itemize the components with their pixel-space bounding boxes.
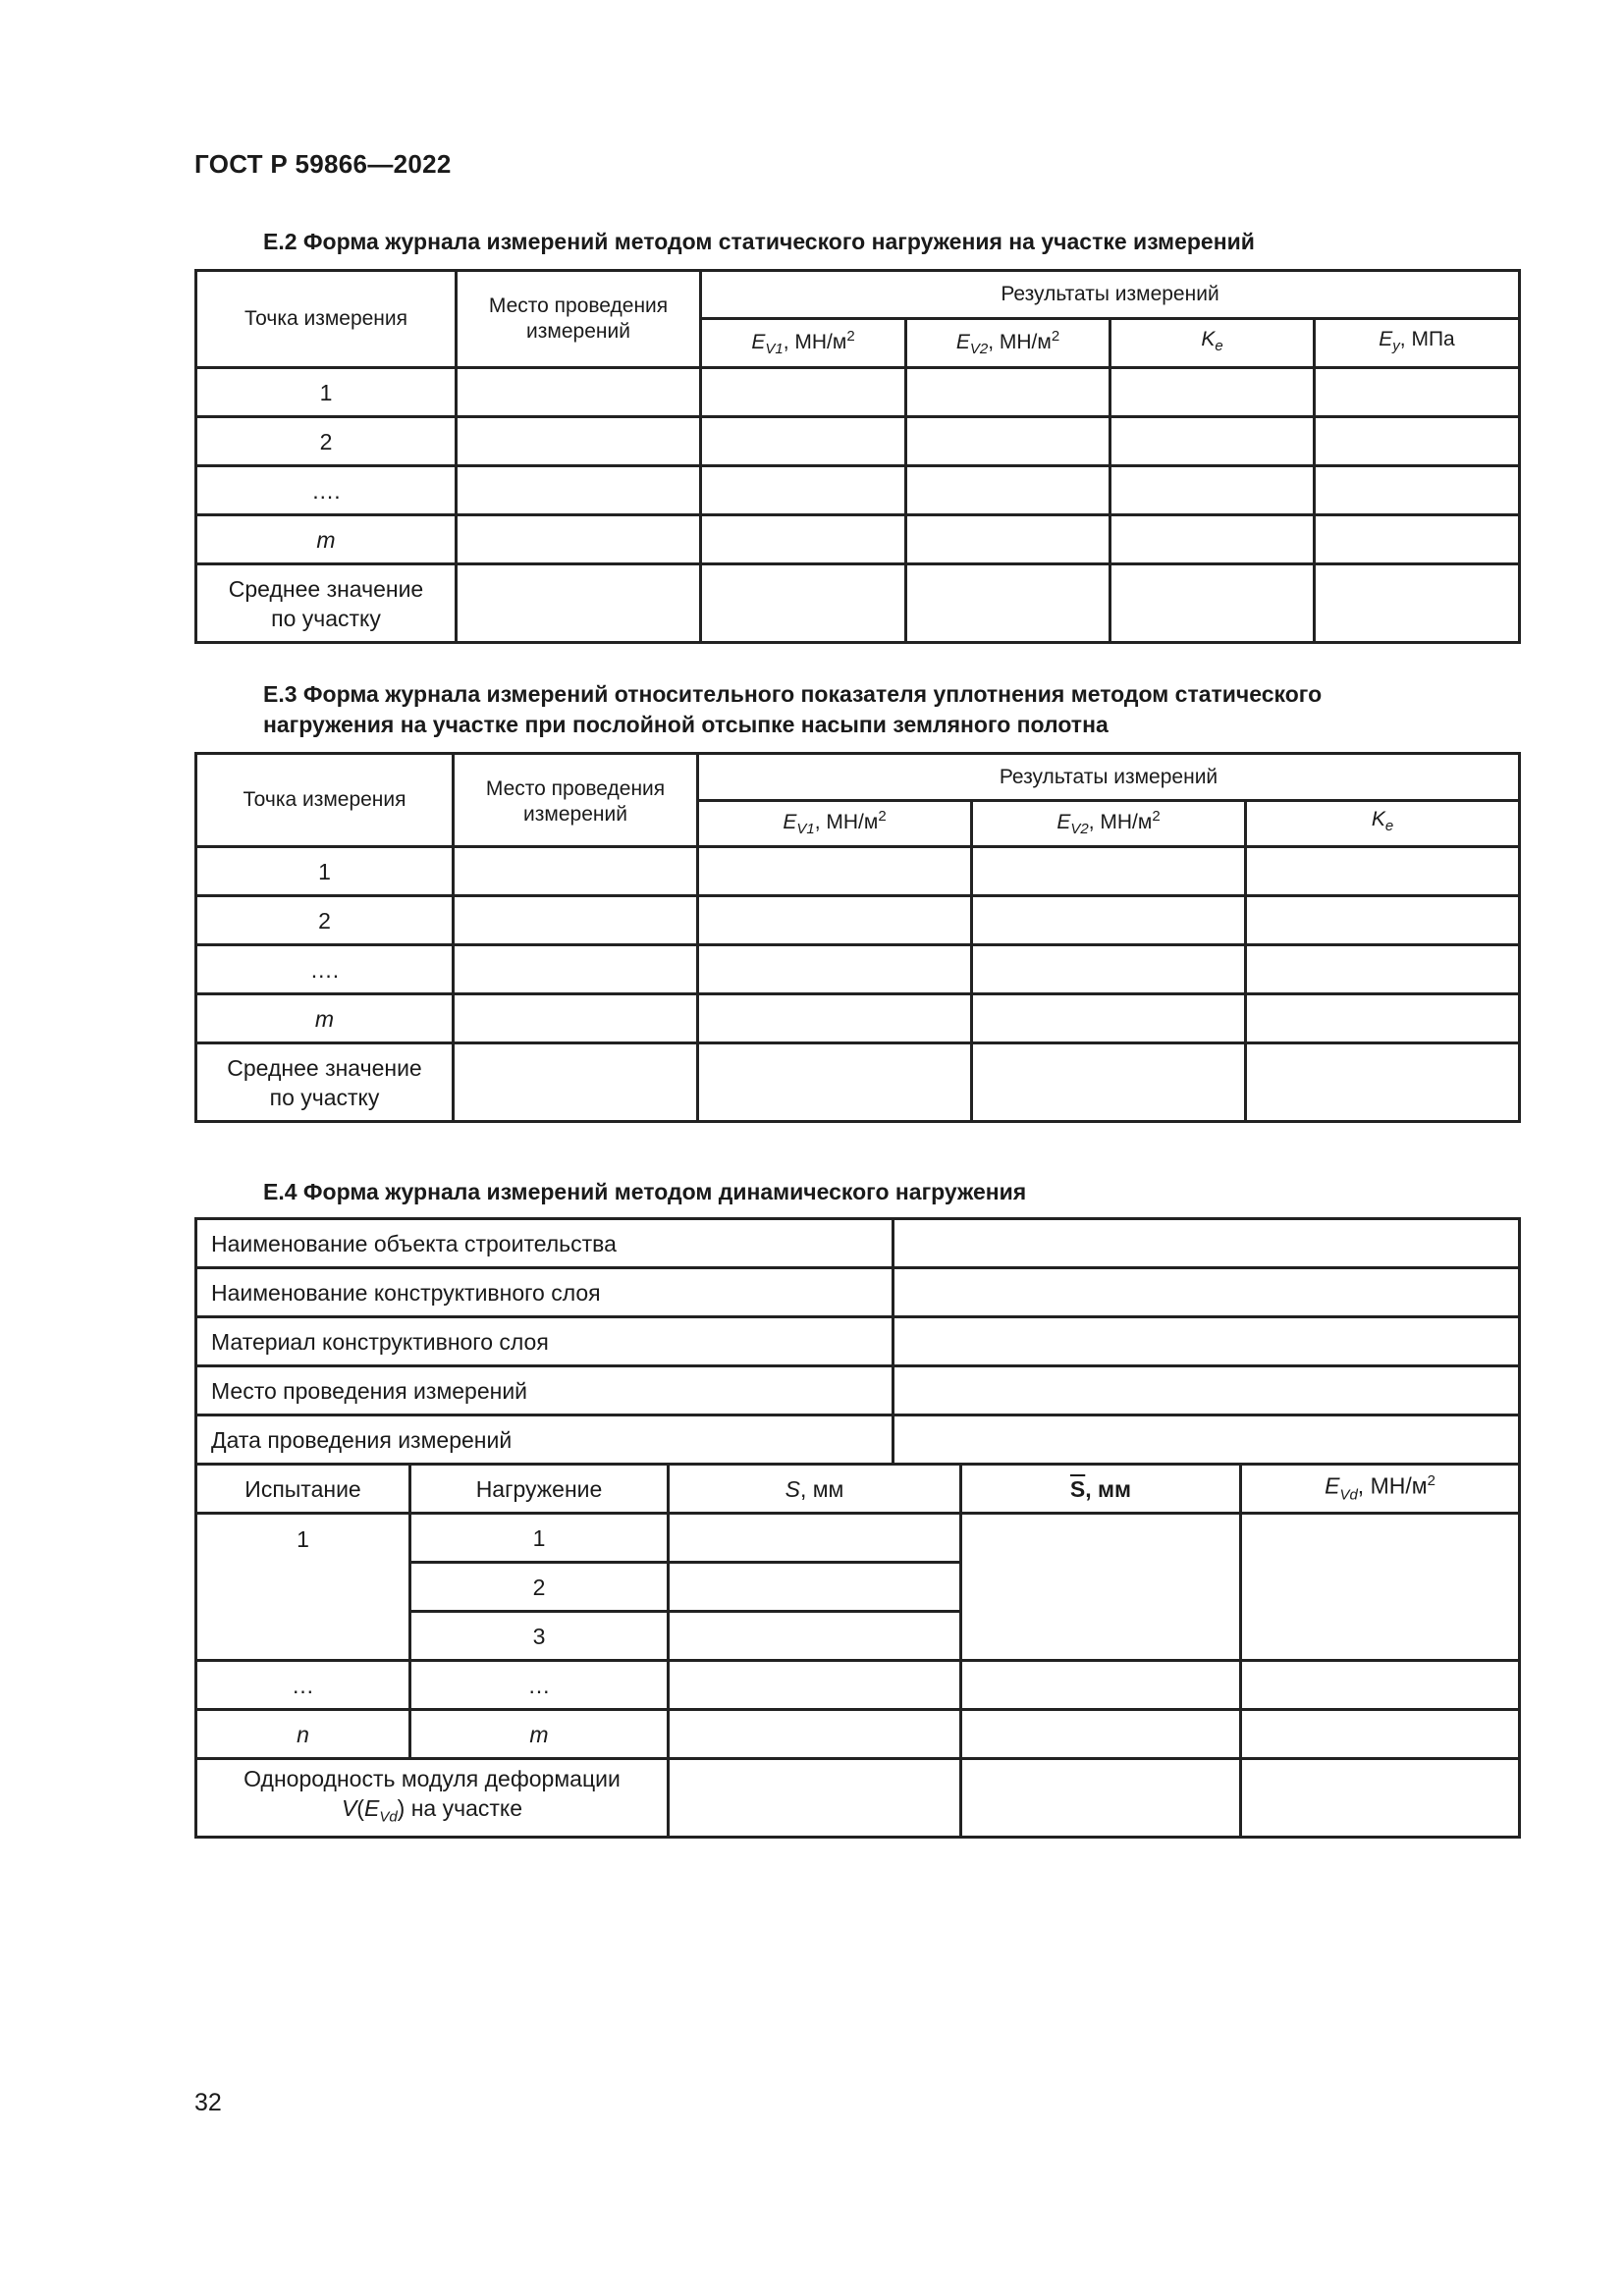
- header-ke: $K_e$: [1246, 801, 1520, 847]
- header-point: Точка измерения: [196, 754, 454, 847]
- header-load: Нагружение: [410, 1465, 669, 1514]
- ellipsis-test: …: [196, 1661, 410, 1710]
- header-ev1: $E_{V1}$, $МН/м^2$: [698, 801, 972, 847]
- header-results: Результаты измерений: [698, 754, 1520, 801]
- header-s-mean: $\overline{S}$, мм: [961, 1465, 1241, 1514]
- row-label: 2: [196, 417, 457, 466]
- table-e4-measure: [194, 1463, 1521, 1839]
- info-label: Материал конструктивного слоя: [196, 1317, 893, 1366]
- load-m: m: [410, 1710, 669, 1759]
- load-2: 2: [410, 1563, 669, 1612]
- load-3: 3: [410, 1612, 669, 1661]
- info-label: Наименование конструктивного слоя: [196, 1268, 893, 1317]
- info-label: Наименование объекта строительства: [196, 1219, 893, 1268]
- header-evd: $E_{Vd}$, $МН/м^2$: [1241, 1465, 1520, 1514]
- header-results: Результаты измерений: [701, 271, 1520, 319]
- header-place: Место проведения измерений: [457, 271, 701, 368]
- header-ev1: $E_{V1}$, $МН/м^2$: [701, 319, 906, 368]
- row-label: 2: [196, 896, 454, 945]
- header-s: S, мм: [669, 1465, 961, 1514]
- test-n: n: [196, 1710, 410, 1759]
- header-ey: $E_y$, МПа: [1315, 319, 1520, 368]
- test-1: 1: [196, 1514, 410, 1661]
- page-number: 32: [194, 2089, 222, 2116]
- row-label: m: [196, 994, 454, 1043]
- header-ev2: $E_{V2}$, $МН/м^2$: [906, 319, 1110, 368]
- document-id: ГОСТ Р 59866—2022: [194, 149, 452, 179]
- ellipsis-load: …: [410, 1661, 669, 1710]
- table-e2: [194, 269, 1521, 644]
- row-label: ….: [196, 466, 457, 515]
- table-e3: [194, 752, 1521, 1123]
- info-label: Место проведения измерений: [196, 1366, 893, 1415]
- row-label: m: [196, 515, 457, 564]
- section-e4-title: Е.4 Форма журнала измерений методом динамического нагружения: [263, 1179, 1027, 1204]
- header-ev2: $E_{V2}$, $МН/м^2$: [972, 801, 1246, 847]
- header-test: Испытание: [196, 1465, 410, 1514]
- load-1: 1: [410, 1514, 669, 1563]
- row-average: Среднее значение по участку: [196, 564, 457, 643]
- row-average: Среднее значение по участку: [196, 1043, 454, 1122]
- header-ke: $K_e$: [1110, 319, 1315, 368]
- section-e2-title: Е.2 Форма журнала измерений методом статического нагружения на участке измерений: [263, 229, 1255, 254]
- header-point: Точка измерения: [196, 271, 457, 368]
- row-label: ….: [196, 945, 454, 994]
- table-e4-info: [194, 1217, 1521, 1466]
- row-homogeneity: Однородность модуля деформации $V(E_{Vd})$ на участке: [196, 1759, 669, 1838]
- row-label: 1: [196, 847, 454, 896]
- info-label: Дата проведения измерений: [196, 1415, 893, 1465]
- section-e3-title: Е.3 Форма журнала измерений относительного показателя уплотнения методом статического нагружения на участке при послойной отсыпке насыпи земляного полотна: [263, 681, 1323, 737]
- header-place: Место проведения измерений: [454, 754, 698, 847]
- row-label: 1: [196, 368, 457, 417]
